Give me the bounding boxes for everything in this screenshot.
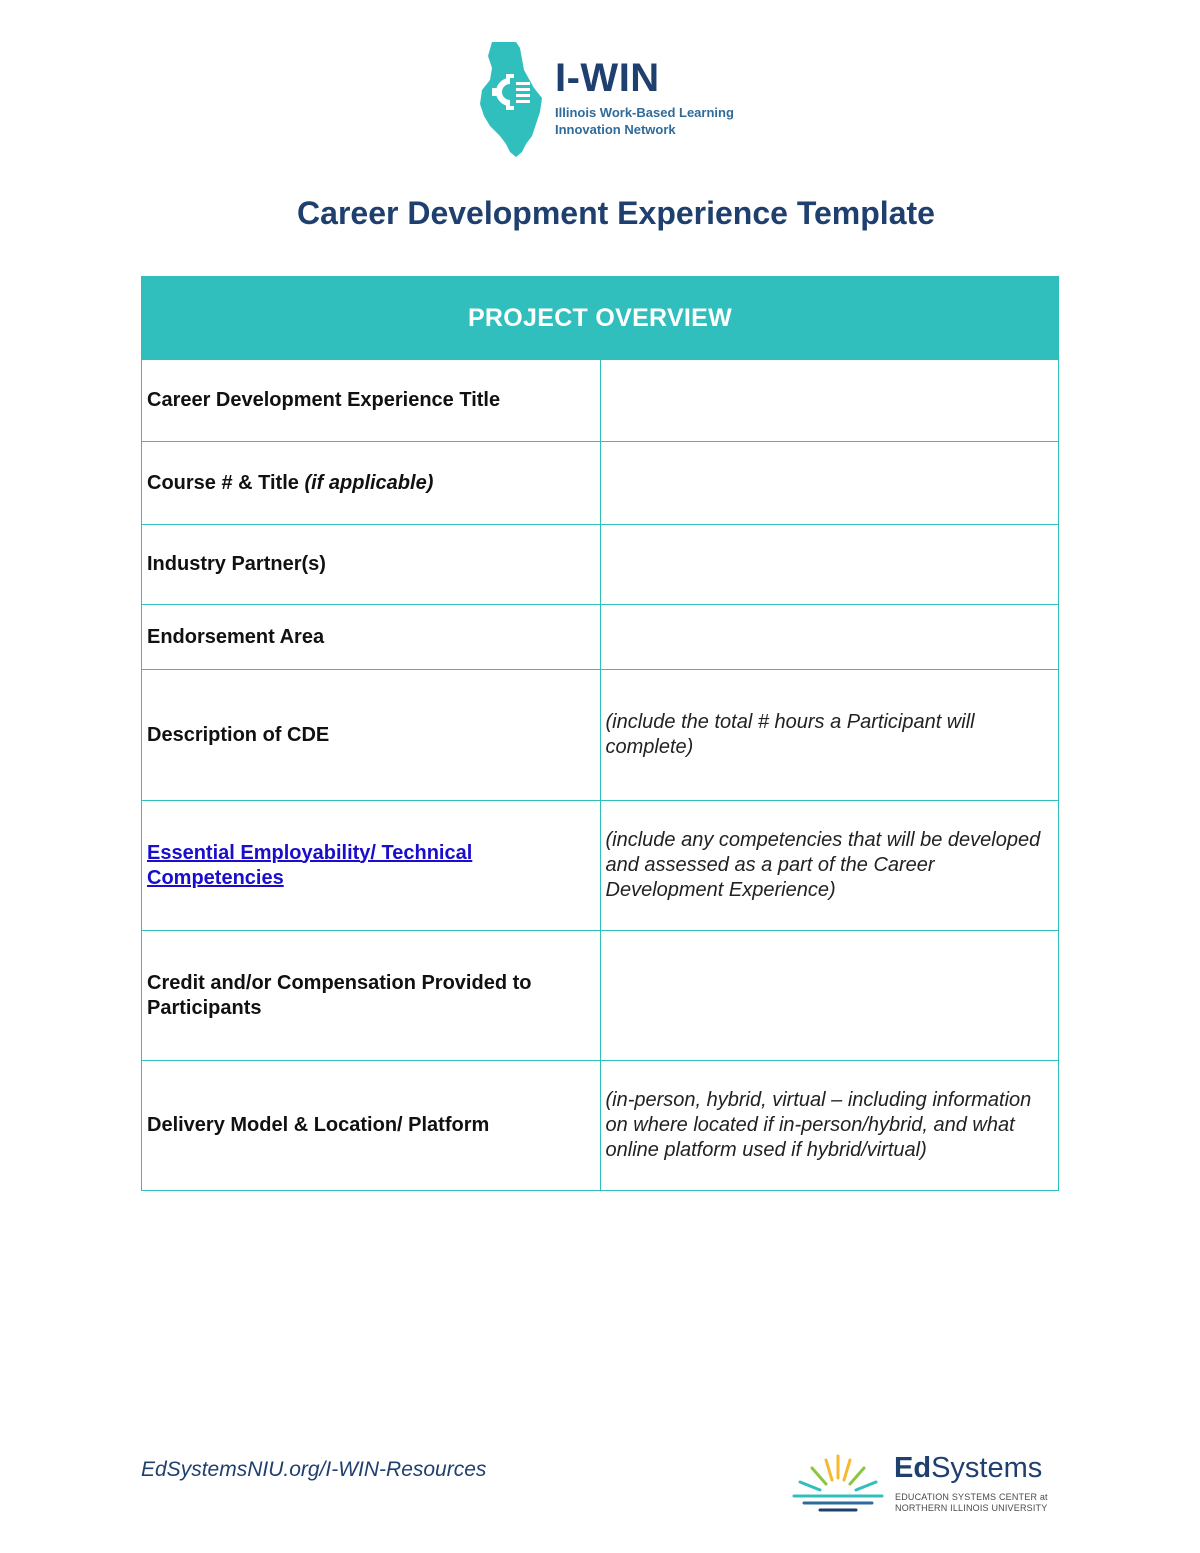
row-value[interactable]: (include the total # hours a Participant will complete) [600, 670, 1059, 801]
competencies-link[interactable]: Essential Employability/ Technical Competencies [147, 841, 473, 889]
row-label: Industry Partner(s) [142, 525, 601, 605]
table-row [142, 525, 1059, 605]
logo-subtitle-line2: Innovation Network [555, 122, 676, 137]
row-label: Career Development Experience Title [142, 360, 601, 442]
footer-url[interactable]: EdSystemsNIU.org/I-WIN-Resources [141, 1458, 487, 1481]
edsystems-name: EdSystems [894, 1452, 1043, 1484]
row-label-italic: (if applicable) [304, 471, 434, 494]
table-row [142, 442, 1059, 525]
logo-name: I-WIN [555, 56, 660, 100]
table-row [142, 605, 1059, 670]
row-value[interactable] [600, 605, 1059, 670]
row-value[interactable] [600, 525, 1059, 605]
row-label [142, 442, 601, 525]
table-row [142, 670, 1059, 801]
row-value[interactable]: (include any competencies that will be developed and assessed as a part of the Career Development Experience) [600, 801, 1059, 931]
table-row [142, 1061, 1059, 1191]
edsystems-logo [790, 1452, 1060, 1522]
row-label: Credit and/or Compensation Provided to Participants [142, 931, 601, 1061]
page-title: Career Development Experience Template [297, 195, 935, 231]
edsystems-subtitle [895, 1492, 1048, 1514]
row-value[interactable] [600, 931, 1059, 1061]
row-label [142, 801, 601, 931]
row-value[interactable] [600, 442, 1059, 525]
edsystems-sub-line2: NORTHERN ILLINOIS UNIVERSITY [895, 1503, 1048, 1513]
edsystems-sub-line1: EDUCATION SYSTEMS CENTER at [895, 1492, 1048, 1502]
table-row [142, 931, 1059, 1061]
row-label-main: Course # & Title [147, 471, 305, 494]
row-value[interactable]: (in-person, hybrid, virtual – including information on where located if in-person/hybrid, and what online platform used if hybrid/virtual) [600, 1061, 1059, 1191]
row-label: Delivery Model & Location/ Platform [142, 1061, 601, 1191]
row-label: Description of CDE [142, 670, 601, 801]
row-label: Endorsement Area [142, 605, 601, 670]
project-overview-table [141, 276, 1059, 1191]
lightbulb-rays-icon [790, 1452, 886, 1516]
table-row [142, 801, 1059, 931]
table-header-row [142, 277, 1059, 360]
illinois-gear-icon [476, 40, 548, 158]
i-win-logo [476, 40, 736, 158]
table-header: PROJECT OVERVIEW [142, 277, 1059, 360]
row-value[interactable] [600, 360, 1059, 442]
logo-subtitle [555, 104, 745, 138]
table-row [142, 360, 1059, 442]
logo-subtitle-line1: Illinois Work-Based Learning [555, 105, 734, 120]
